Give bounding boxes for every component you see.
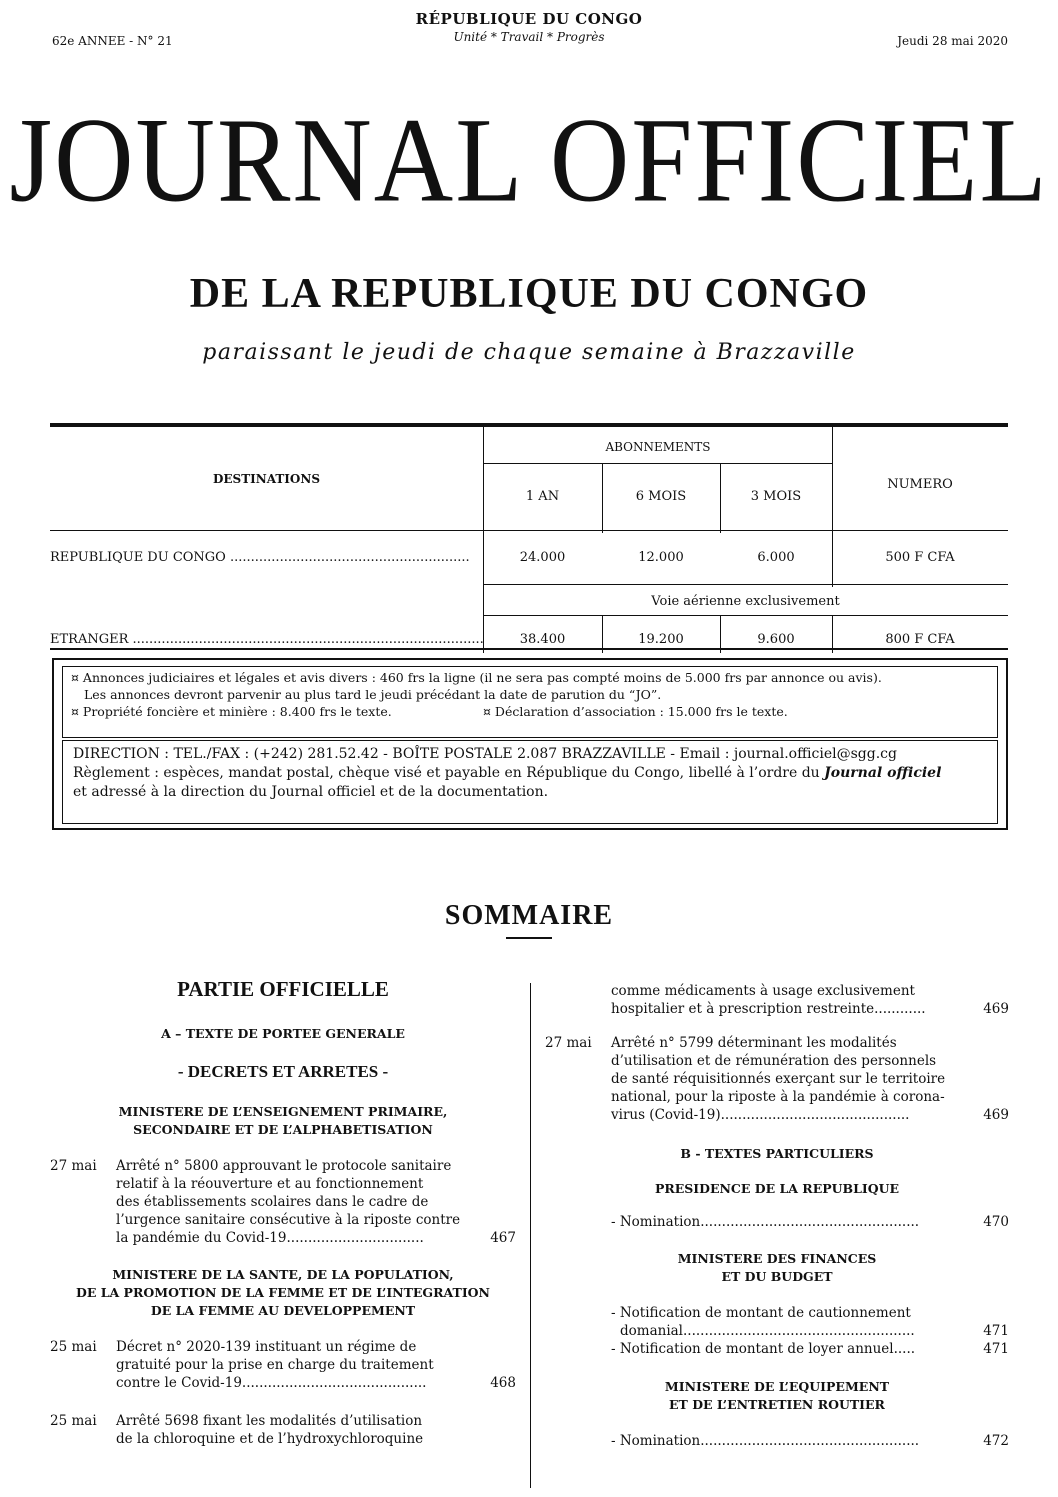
col-3mois: 3 MOIS [750, 489, 802, 504]
sommaire-left-column [50, 977, 516, 1490]
ministry-enseignement-1: MINISTERE DE L’ENSEIGNEMENT PRIMAIRE, [118, 1104, 448, 1119]
sommaire-rule [506, 937, 552, 939]
subscription-table [50, 423, 1008, 653]
section-a: A – TEXTE DE PORTEE GENERALE [161, 1026, 405, 1041]
section-b: B - TEXTES PARTICULIERS [680, 1146, 874, 1161]
entry-line: Arrêté n° 5799 déterminant les modalités [611, 1035, 897, 1051]
national-motto: Unité * Travail * Progrès [453, 30, 605, 44]
page-number: 470 [983, 1214, 1009, 1230]
price-etranger-3mois: 9.600 [757, 632, 795, 647]
abonnements-header: ABONNEMENTS [605, 440, 711, 454]
decrets-heading: - DECRETS ET ARRETES - [177, 1062, 389, 1081]
entry-date: 25 mai [50, 1339, 97, 1355]
page-number: 467 [490, 1230, 516, 1246]
page-number: 471 [983, 1341, 1009, 1357]
entry-line: l’urgence sanitaire consécutive à la riposte contre [116, 1212, 461, 1228]
direction-contact: DIRECTION : TEL./FAX : (+242) 281.52.42 - BOÎTE POSTALE 2.087 BRAZZAVILLE - Email : journal.officiel@sgg.cg [73, 746, 897, 762]
entry-line: comme médicaments à usage exclusivement [611, 983, 915, 999]
price-etranger-1an: 38.400 [519, 632, 566, 647]
price-congo-6mois: 12.000 [638, 550, 684, 565]
entry-line: hospitalier et à prescription restreinte............ [611, 1001, 926, 1017]
ministry-finances-1: MINISTERE DES FINANCES [677, 1251, 877, 1266]
destinations-header: DESTINATIONS [212, 472, 320, 486]
col-1an: 1 AN [525, 489, 560, 504]
ministry-presidence: PRESIDENCE DE LA REPUBLIQUE [654, 1181, 900, 1196]
page-number: 468 [490, 1375, 516, 1391]
reglement-text: Règlement : espèces, mandat postal, chèque visé et payable en République du Congo, libellé à l’ordre du [73, 765, 825, 781]
reglement-line-2: et adressé à la direction du Journal officiel et de la documentation. [73, 784, 549, 800]
ministry-finances-2: ET DU BUDGET [721, 1269, 833, 1284]
entry-line: des établissements scolaires dans le cadre de [116, 1194, 429, 1210]
entry-line: Arrêté n° 5800 approuvant le protocole sanitaire [116, 1158, 452, 1174]
entry-line: virus (Covid-19)............................................ [611, 1107, 910, 1123]
numero-header: NUMERO [887, 477, 953, 492]
entry-line: contre le Covid-19........................................... [116, 1375, 427, 1391]
journal-tagline: paraissant le jeudi de chaque semaine à Brazzaville [202, 340, 856, 365]
price-congo-1an: 24.000 [519, 550, 566, 565]
entry-line: Arrêté 5698 fixant les modalités d’utilisation [116, 1413, 423, 1429]
ministry-enseignement-2: SECONDAIRE ET DE L’ALPHABETISATION [133, 1122, 433, 1137]
notices-box [62, 666, 998, 738]
sommaire-right-column [545, 980, 1009, 1490]
row-label-etranger: ETRANGER ..................................................................................... [50, 632, 484, 647]
entry-line: la pandémie du Covid-19................................ [116, 1230, 424, 1246]
ministry-equipement-2: ET DE L’ENTRETIEN ROUTIER [669, 1397, 885, 1412]
entry-line: national, pour la riposte à la pandémie à corona- [611, 1089, 945, 1105]
sommaire-title: SOMMAIRE [444, 900, 614, 931]
reglement-journal: Journal officiel [824, 765, 942, 781]
table-rule [483, 584, 1008, 585]
price-etranger-numero: 800 F CFA [885, 632, 955, 647]
entry-date: 27 mai [545, 1035, 592, 1051]
table-bottom-rule [50, 648, 1008, 650]
entry-line: domanial...................................................... [620, 1323, 915, 1339]
entry-notification-cautionnement [611, 1304, 951, 1340]
page-number: 471 [983, 1323, 1009, 1339]
notice-association: ¤ Déclaration d’association : 15.000 frs le texte. [483, 704, 788, 719]
issue-number: 62e ANNEE - N° 21 [52, 34, 173, 48]
country-name: RÉPUBLIQUE DU CONGO [415, 10, 643, 28]
price-congo-3mois: 6.000 [757, 550, 795, 565]
ministry-sante-3: DE LA FEMME AU DEVELOPPEMENT [150, 1303, 416, 1318]
partie-officielle: PARTIE OFFICIELLE [177, 977, 389, 1001]
direction-box [62, 740, 998, 824]
notice-annonces: ¤ Annonces judiciaires et légales et avis divers : 460 frs la ligne (il ne sera pas compté moins de 5.000 frs par annonce ou avis). [71, 670, 882, 685]
entry-line: relatif à la réouverture et au fonctionnement [116, 1176, 424, 1192]
entry-arrete-5800 [116, 1157, 476, 1247]
issue-date: Jeudi 28 mai 2020 [897, 34, 1008, 48]
entry-line: de la chloroquine et de l’hydroxychloroquine [116, 1431, 424, 1447]
entry-nomination-1: - Nomination................................................... [611, 1214, 920, 1230]
page-number: 469 [983, 1001, 1009, 1017]
table-divider [483, 427, 484, 653]
table-rule [483, 615, 1008, 616]
reglement-line [73, 764, 987, 783]
entry-notification-loyer: - Notification de montant de loyer annuel..... [611, 1341, 916, 1357]
entry-date: 27 mai [50, 1158, 97, 1174]
ministry-sante-2: DE LA PROMOTION DE LA FEMME ET DE L’INTEGRATION [76, 1285, 490, 1300]
price-congo-numero: 500 F CFA [885, 550, 955, 565]
entry-date: 25 mai [50, 1413, 97, 1429]
ministry-sante-1: MINISTERE DE LA SANTE, DE LA POPULATION, [112, 1267, 454, 1282]
price-etranger-6mois: 19.200 [638, 632, 684, 647]
journal-subtitle: DE LA REPUBLIQUE DU CONGO [189, 271, 869, 317]
entry-line: de santé réquisitionnés exerçant sur le territoire [611, 1071, 946, 1087]
column-divider [530, 983, 531, 1488]
page-number: 469 [983, 1107, 1009, 1123]
journal-title: JOURNAL OFFICIEL [9, 92, 1049, 228]
entry-line: - Notification de montant de cautionnement [611, 1305, 911, 1321]
voie-aerienne: Voie aérienne exclusivement [651, 594, 840, 609]
row-label-congo: REPUBLIQUE DU CONGO .......................................................... [50, 550, 470, 565]
col-6mois: 6 MOIS [635, 489, 687, 504]
notice-annonces-deadline: Les annonces devront parvenir au plus tard le jeudi précédant la date de parution du “JO”. [84, 687, 662, 702]
entry-arrete-5799 [611, 1034, 951, 1124]
entry-nomination-2: - Nomination................................................... [611, 1433, 920, 1449]
info-box [52, 658, 1008, 830]
entry-line: gratuité pour la prise en charge du traitement [116, 1357, 434, 1373]
page-number: 472 [983, 1433, 1009, 1449]
ministry-equipement-1: MINISTERE DE L’EQUIPEMENT [664, 1379, 890, 1394]
entry-line: Décret n° 2020-139 instituant un régime de [116, 1339, 417, 1355]
notice-propriete: ¤ Propriété foncière et minière : 8.400 frs le texte. [71, 704, 392, 719]
table-rule [50, 530, 1008, 531]
entry-line: d’utilisation et de rémunération des personnels [611, 1053, 937, 1069]
entry-decret-2020-139 [116, 1338, 476, 1392]
entry-arrete-5698-cont [611, 982, 951, 1018]
table-rule [483, 463, 833, 464]
entry-arrete-5698 [116, 1412, 476, 1448]
